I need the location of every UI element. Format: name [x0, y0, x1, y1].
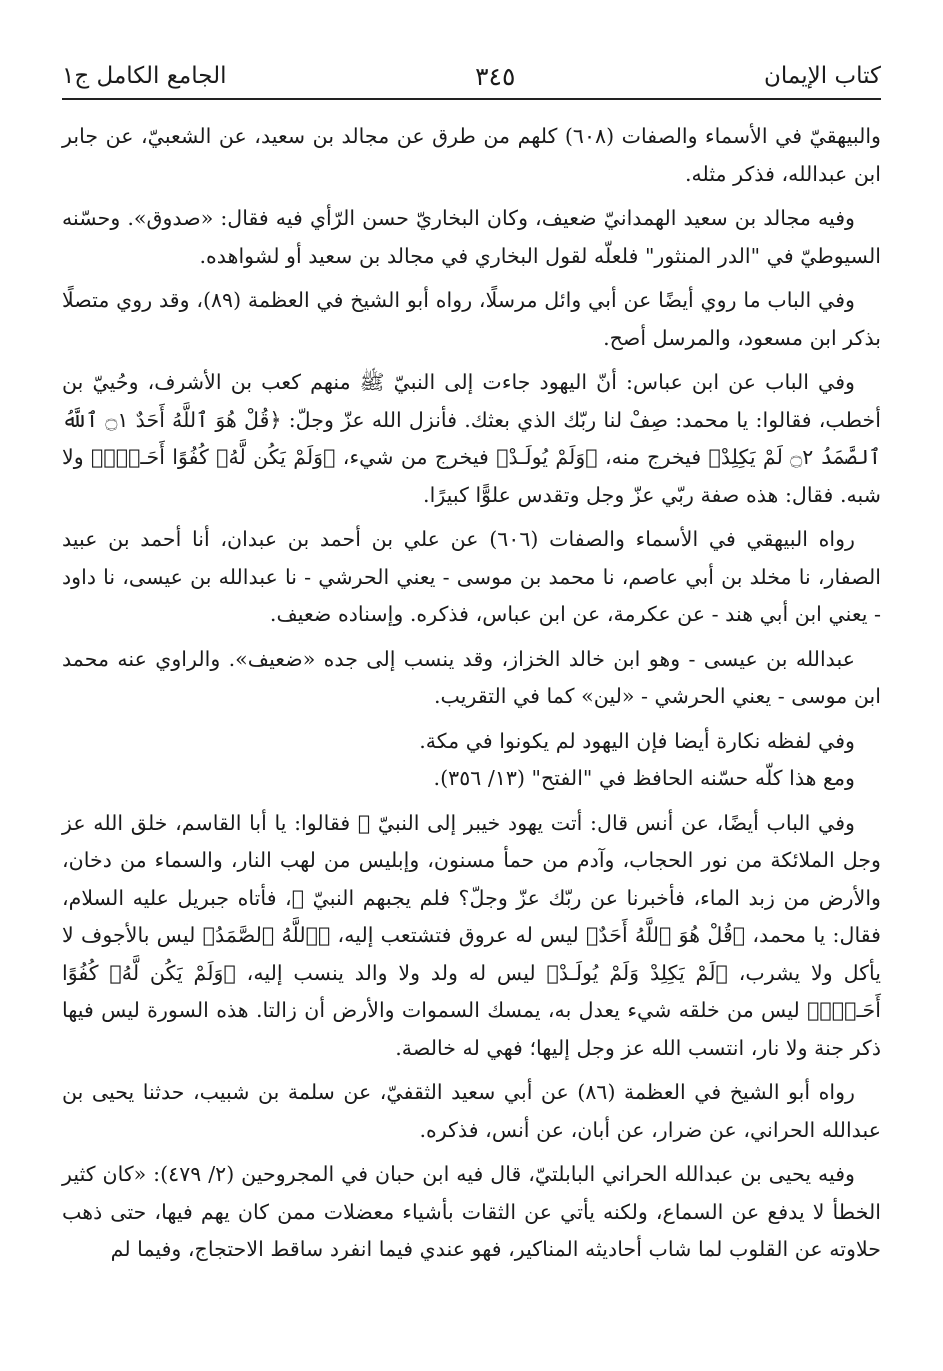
paragraph: رواه أبو الشيخ في العظمة (٨٦) عن أبي سعيد الثقفيّ، عن سلمة بن شبيب، حدثنا يحيى بن عبدالله الحراني، عن ضرار، عن أبان، عن أنس، فذكره.: [62, 1080, 881, 1142]
running-title: الجامع الكامل ج١: [62, 63, 227, 89]
paragraph: وفيه يحيى بن عبدالله الحراني البابلتيّ، قال فيه ابن حبان في المجروحين (٢/ ٤٧٩): «كان كثير الخطأ لا يدفع عن السماع، ولكنه يأتي عن الثقات بأشياء معضلات ممن كان يهم فيها، حتى ذهب حلاوته عن القلوب لما شاب أحاديثه المناكير، فهو عندي فيما انفرد ساقط الاحتجاج، وفيما لم: [62, 1162, 881, 1261]
header-divider: [62, 98, 881, 100]
page-header: [62, 56, 881, 96]
paragraph: رواه البيهقي في الأسماء والصفات (٦٠٦) عن علي بن أحمد بن عبدان، أنا أحمد بن عبيد الصفار، نا مخلد بن أبي عاصم، نا محمد بن موسى - يعني الحرشي - نا عبدالله بن عيسى، نا داود - يعني ابن أبي هند - عن عكرمة، عن ابن عباس، فذكره. وإسناده ضعيف.: [62, 527, 881, 626]
paragraph: والبيهقيّ في الأسماء والصفات (٦٠٨) كلهم من طرق عن مجالد بن سعيد، عن الشعبيّ، عن جابر ابن عبدالله، فذكر مثله.: [62, 124, 882, 186]
page-body: [62, 118, 881, 1276]
paragraph: عبدالله بن عيسى - وهو ابن خالد الخزاز، وقد ينسب إلى جده «ضعيف». والراوي عنه محمد ابن موسى - يعني الحرشي - «لين» كما في التقريب.: [62, 646, 881, 708]
paragraph: وفي الباب ما روي أيضًا عن أبي وائل مرسلًا، رواه أبو الشيخ في العظمة (٨٩)، وقد روي متصلًا بذكر ابن مسعود، والمرسل أصح.: [62, 288, 881, 350]
paragraph: وفيه مجالد بن سعيد الهمدانيّ ضعيف، وكان البخاريّ حسن الرّأي فيه فقال: «صدوق». وحسّنه السيوطيّ في "الدر المنثور" فلعلّه لقول البخاري في مجالد بن سعيد أو لشواهده.: [62, 206, 881, 268]
paragraph: وفي لفظه نكارة أيضا فإن اليهود لم يكونوا في مكة.: [419, 728, 855, 753]
page-number: ٣٤٥: [475, 61, 516, 91]
paragraph: وفي الباب أيضًا، عن أنس قال: أتت يهود خيبر إلى النبيّ ﷺ فقالوا: يا أبا القاسم، خلق الله عز وجل الملائكة من نور الحجاب، وآدم من حمأ مسنون، وإبليس من لهب النار، والسماء من دخان، والأرض من زبد الماء، فأخبرنا عن ربّك عزّ وجلّ؟ فلم يجبهم النبيّ ﷺ، فأتاه جبريل عليه السلام، فقال: يا محمد، ﴿قُلْ هُوَ ٱللَّهُ أَحَدٌ﴾ ليس له عروق فتشتعب إليه، ﴿ٱللَّهُ ٱلصَّمَدُ﴾ ليس بالأجوف لا يأكل ولا يشرب، ﴿لَمْ يَكِلِدْ وَلَمْ يُولَـدْ﴾ ليس له ولد ولا والد ينسب إليه، ﴿وَلَمْ يَكُن لَّهُۥ كُفُوًا أَحَـدٌۢ﴾ ليس من خلقه شيء يعدل به، يمسك السموات والأرض أن زالتا. هذه السورة ليس فيها ذكر جنة ولا نار، انتسب الله عز وجل إليها؛ فهي له خالصة.: [62, 810, 881, 1060]
book-title: كتاب الإيمان: [764, 63, 881, 89]
paragraph: وفي الباب عن ابن عباس: أنّ اليهود جاءت إلى النبيّ ﷺ منهم كعب بن الأشرف، وحُييّ بن أخطب، فقالوا: يا محمد: صِفْ لنا ربّك الذي بعثك. فأنزل الله عزّ وجلّ: ﴿قُلْ هُوَ ٱللَّهُ أَحَدٌ ۝١ ٱللَّهُ ٱلصَّمَدُ ۝٢ لَمْ يَكِلِدْ﴾ فيخرج منه، ﴿وَلَمْ يُولَـدْ﴾ فيخرج من شيء، ﴿وَلَمْ يَكُن لَّهُۥ كُفُوًا أَحَـدٌۢ﴾ ولا شبه. فقال: هذه صفة ربّي عزّ وجل وتقدس علوًّا كبيرًا.: [62, 370, 882, 507]
paragraph: ومع هذا كلّه حسّنه الحافظ في "الفتح" (١٣/ ٣٥٦).: [433, 766, 855, 790]
